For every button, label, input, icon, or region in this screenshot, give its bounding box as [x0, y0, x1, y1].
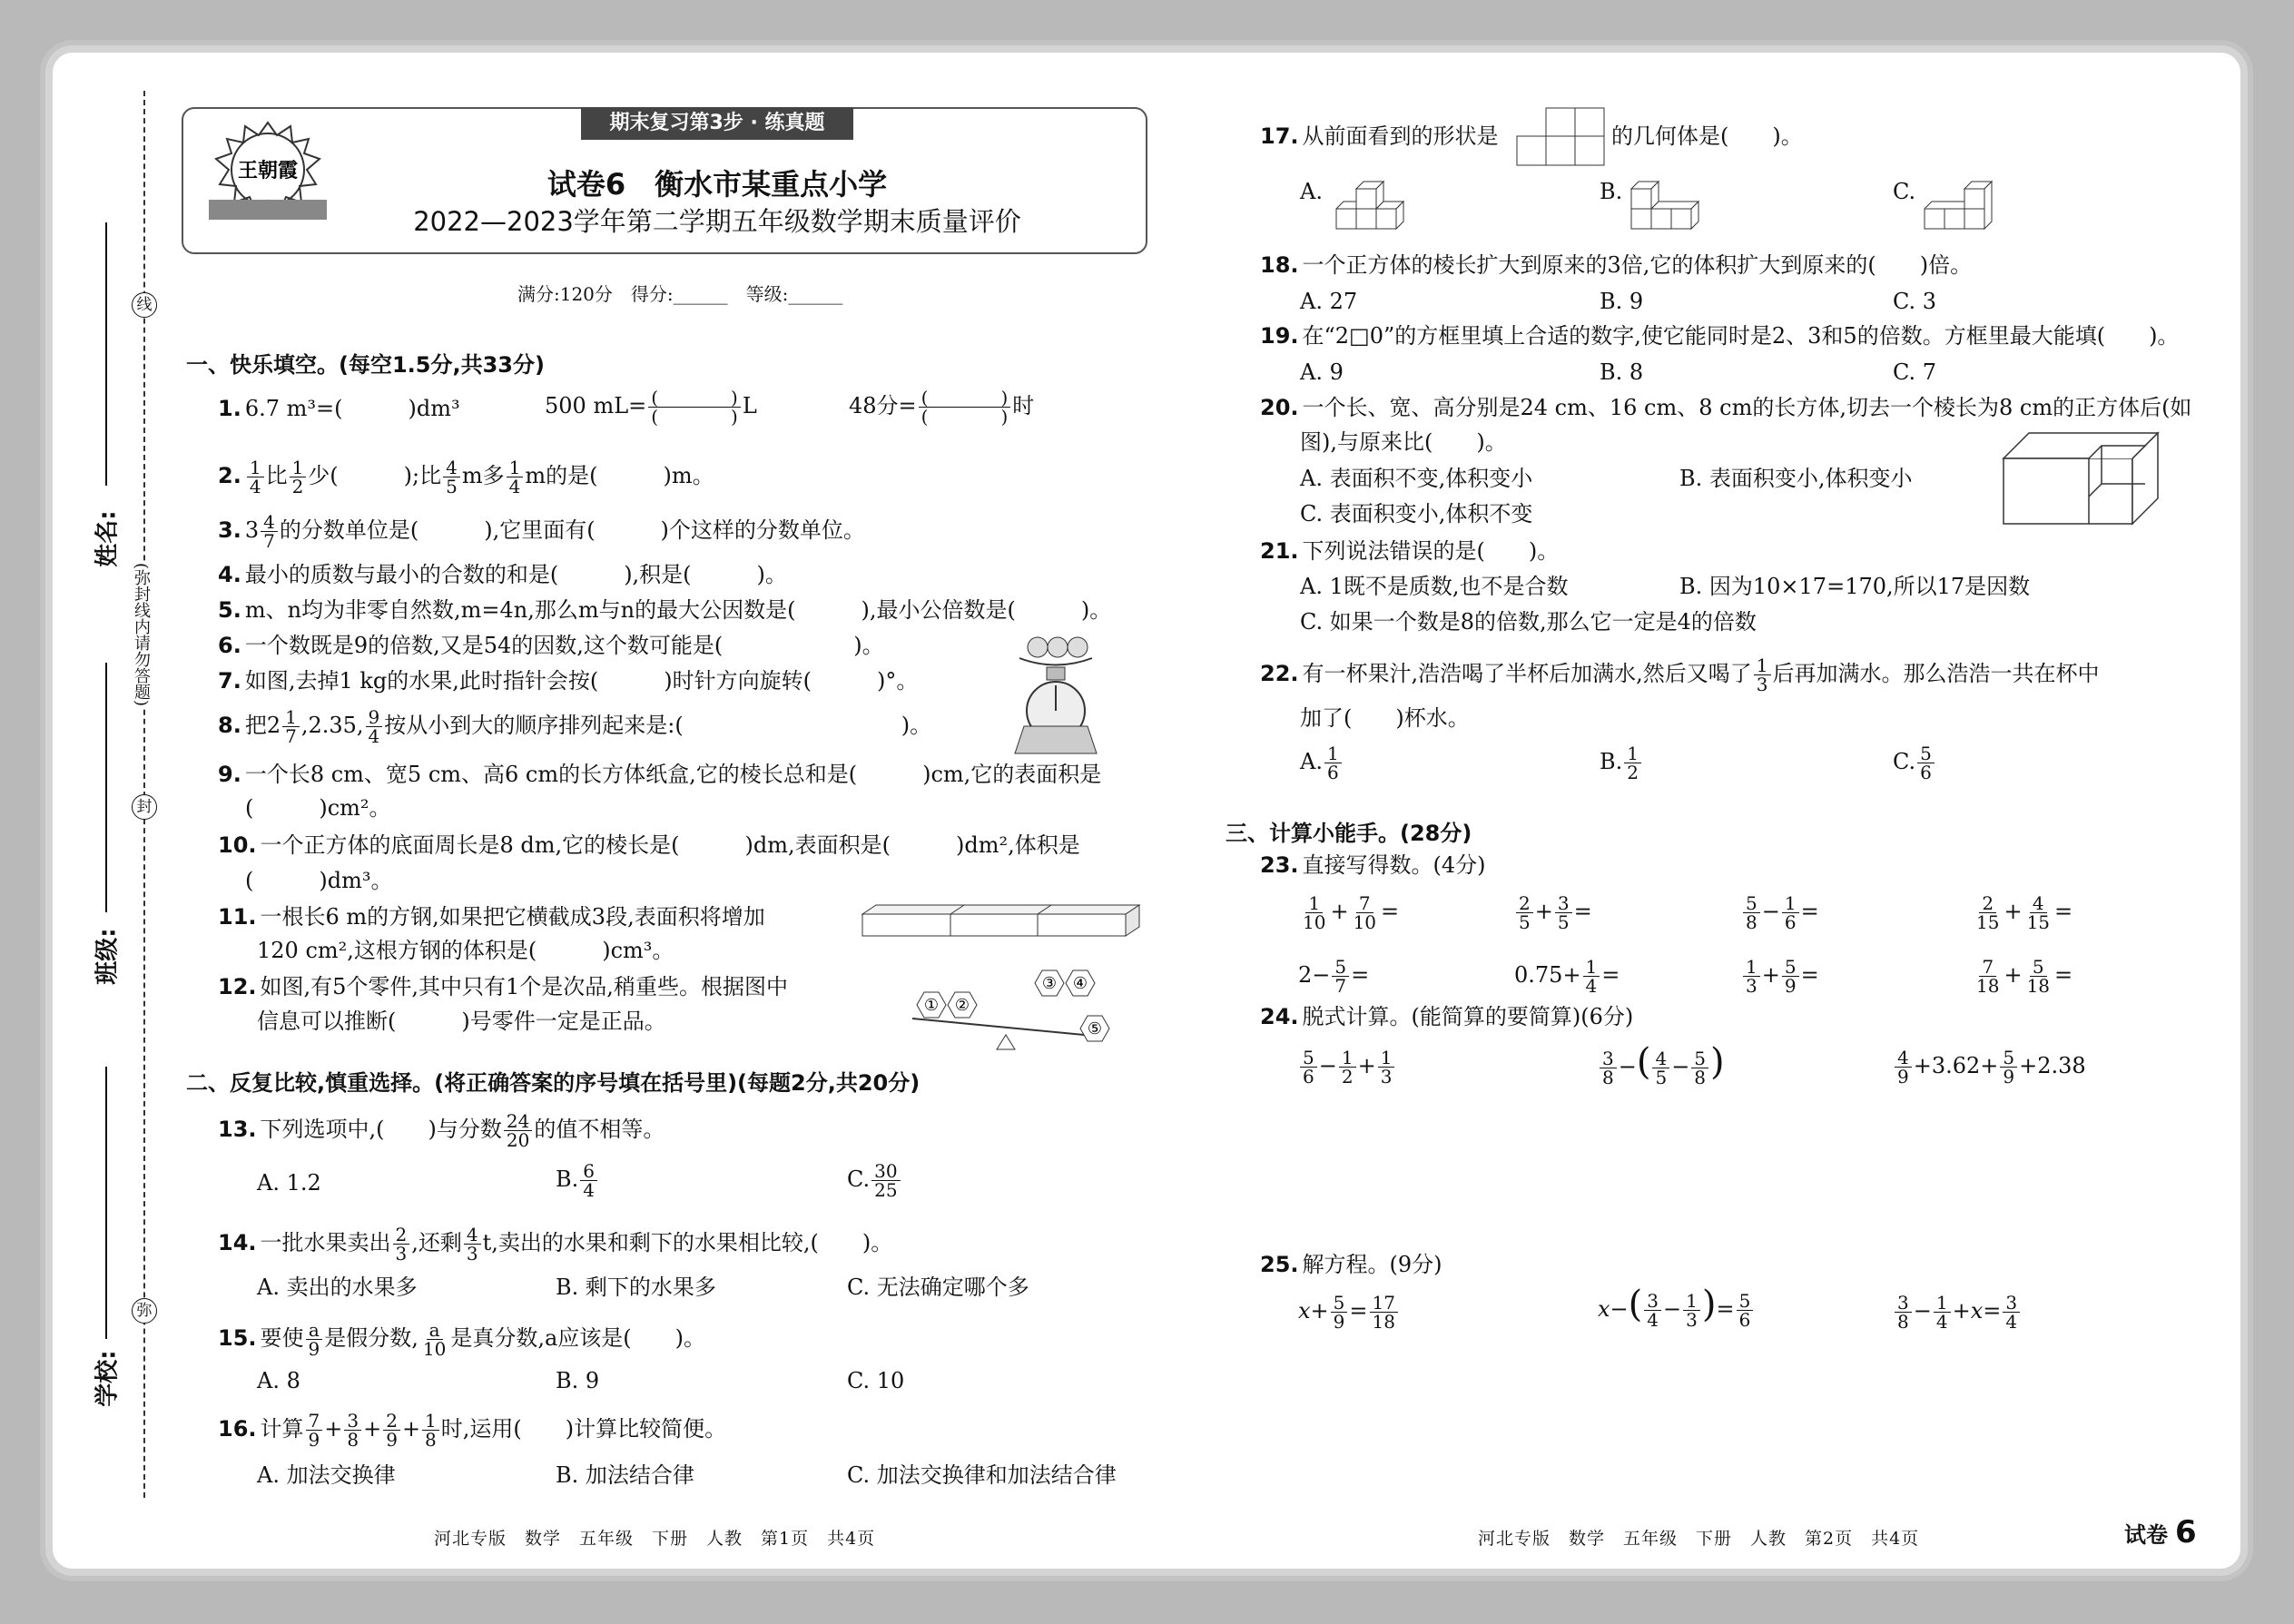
q20-option-b[interactable]: B. 表面积变小,体积变小 — [1679, 466, 1913, 491]
xian-mark: 线 — [132, 292, 157, 318]
calc-23-8: $\frac{7}{18}$ + $\frac{5}{18}$ = — [1976, 956, 2073, 997]
calc-23-1: $\frac{1}{10}$ + $\frac{7}{10}$ = — [1303, 892, 1400, 933]
question-14: 14. 一批水果卖出 $\frac{2}{3}$ ,还剩 $\frac{4}{3}$ t,卖出的水果和剩下的水果相比较,( )。 — [218, 1224, 893, 1265]
q22-option-b[interactable]: B. $\frac{1}{2}$ — [1600, 744, 1643, 782]
question-12b: 信息可以推断( )号零件一定是正品。 — [257, 1009, 666, 1034]
steel-bar-illustration — [862, 903, 1144, 940]
exam-title: 试卷6 衡水市某重点小学 — [546, 167, 888, 202]
exam-subtitle: 2022—2023学年第二学期五年级数学期末质量评价 — [413, 206, 1021, 237]
q16-option-a[interactable]: A. 加法交换律 — [257, 1462, 396, 1488]
question-11: 11. 一根长6 m的方钢,如果把它横截成3段,表面积将增加 — [218, 904, 765, 930]
q21-option-c[interactable]: C. 如果一个数是8的倍数,那么它一定是4的倍数 — [1300, 609, 1757, 635]
question-20b: 图),与原来比( )。 — [1300, 429, 1507, 455]
class-label: 班级: — [94, 928, 122, 985]
q17-option-c[interactable]: C. — [1893, 179, 1916, 204]
cut-cuboid-illustration — [2002, 431, 2165, 527]
binding-note: (弥封线内请勿答题) — [127, 563, 151, 706]
question-25: 25. 解方程。(9分) — [1260, 1252, 1442, 1277]
question-1c: 48分= $\frac{( )}{( )}$ 时 — [849, 387, 1035, 428]
q19-option-b[interactable]: B. 8 — [1600, 359, 1644, 385]
section-1-title: 一、快乐填空。(每空1.5分,共33分) — [186, 352, 545, 378]
question-5: 5. m、n均为非零自然数,m=4n,那么m与n的最大公因数是( ),最小公倍数是( )。 — [218, 597, 1112, 623]
q21-option-b[interactable]: B. 因为10×17=170,所以17是因数 — [1679, 574, 2031, 599]
question-17-post: 的几何体是( )。 — [1611, 123, 1803, 149]
calc-23-3: $\frac{5}{8}$ − $\frac{1}{6}$ = — [1741, 894, 1819, 931]
paper-number: 6 — [2175, 1514, 2197, 1550]
q13-option-b[interactable]: B. $\frac{6}{4}$ — [556, 1162, 599, 1199]
calc-24-3: $\frac{4}{9}$ +3.62+ $\frac{5}{9}$ +2.38 — [1893, 1048, 2086, 1086]
q14-option-a[interactable]: A. 卖出的水果多 — [257, 1275, 418, 1300]
q15-option-b[interactable]: B. 9 — [556, 1368, 600, 1393]
name-label: 姓名: — [94, 510, 122, 567]
part-3: ③ — [1041, 974, 1058, 993]
q14-option-c[interactable]: C. 无法确定哪个多 — [847, 1275, 1029, 1300]
question-2: 2. $\frac{1}{4}$ 比 $\frac{1}{2}$ 少( );比 $\frac{4}{5}$ m多 $\frac{1}{4}$ m的是( )m。 — [218, 457, 714, 497]
q18-option-b[interactable]: B. 9 — [1600, 289, 1644, 314]
calc-23-4: $\frac{2}{15}$ + $\frac{4}{15}$ = — [1976, 892, 2073, 933]
q19-option-c[interactable]: C. 7 — [1893, 359, 1937, 385]
name-line — [105, 222, 107, 486]
school-line — [105, 1067, 107, 1339]
footer-left: 河北专版 数学 五年级 下册 人教 第1页 共4页 — [434, 1529, 876, 1549]
q17-option-c-cubes — [1923, 180, 2004, 236]
question-3: 3. 3 $\frac{4}{7}$ 的分数单位是( ),它里面有( )个这样的分数单位。 — [218, 511, 865, 552]
school-label: 学校: — [94, 1350, 122, 1407]
fruit-scale-illustration — [1006, 631, 1106, 758]
q21-option-a[interactable]: A. 1既不是质数,也不是合数 — [1300, 574, 1569, 599]
calc-24-2: $\frac{3}{8}$ −( $\frac{4}{5}$ − $\frac{5}{8}$ ) — [1598, 1048, 1725, 1087]
question-24: 24. 脱式计算。(能简算的要简算)(6分) — [1260, 1004, 1634, 1029]
q22-option-a[interactable]: A. $\frac{1}{6}$ — [1300, 744, 1344, 782]
q13-option-c[interactable]: C. $\frac{30}{25}$ — [847, 1162, 902, 1199]
q18-option-a[interactable]: A. 27 — [1300, 289, 1358, 314]
logo-text: 王朝霞 — [237, 159, 299, 182]
question-10b: ( )dm³。 — [245, 868, 393, 893]
question-18: 18. 一个正方体的棱长扩大到原来的3倍,它的体积扩大到原来的( )倍。 — [1260, 252, 1973, 278]
q15-option-a[interactable]: A. 8 — [257, 1368, 300, 1393]
q16-option-c[interactable]: C. 加法交换律和加法结合律 — [847, 1462, 1117, 1488]
section-3-title: 三、计算小能手。(28分) — [1226, 821, 1472, 846]
q18-option-c[interactable]: C. 3 — [1893, 289, 1937, 314]
question-1: 1. 6.7 m³=( )dm³ — [218, 396, 460, 421]
q17-option-a[interactable]: A. — [1300, 179, 1323, 204]
question-12: 12. 如图,有5个零件,其中只有1个是次品,稍重些。根据图中 — [218, 974, 788, 999]
feng-mark: 封 — [132, 794, 157, 820]
q19-option-a[interactable]: A. 9 — [1300, 359, 1344, 385]
question-11b: 120 cm²,这根方钢的体积是( )cm³。 — [257, 938, 674, 963]
q17-option-a-cubes — [1334, 180, 1416, 236]
paper-label: 试卷 6 — [2124, 1514, 2197, 1550]
equation-25-1: x+ $\frac{5}{9}$ = $\frac{17}{18}$ — [1298, 1294, 1400, 1331]
question-13: 13. 下列选项中,( )与分数 $\frac{24}{20}$ 的值不相等。 — [218, 1110, 665, 1151]
q20-option-c[interactable]: C. 表面积变小,体积不变 — [1300, 501, 1533, 527]
calc-23-5: 2− $\frac{5}{7}$ = — [1298, 956, 1370, 997]
equation-25-3: $\frac{3}{8}$ − $\frac{1}{4}$ +x= $\frac{3}{4}$ — [1893, 1294, 2022, 1331]
calc-23-6: 0.75+ $\frac{1}{4}$ = — [1514, 956, 1620, 997]
mi-mark: 弥 — [132, 1298, 157, 1324]
class-line — [105, 663, 107, 912]
q22-option-c[interactable]: C. $\frac{5}{6}$ — [1893, 744, 1936, 782]
front-view-shape — [1516, 107, 1607, 167]
calc-23-7: $\frac{1}{3}$ + $\frac{5}{9}$ = — [1741, 958, 1819, 995]
q16-option-b[interactable]: B. 加法结合律 — [556, 1462, 694, 1488]
q13-option-a[interactable]: A. 1.2 — [257, 1170, 321, 1196]
question-7: 7. 如图,去掉1 kg的水果,此时指针会按( )时针方向旋转( )°。 — [218, 668, 919, 694]
question-1b: 500 mL= $\frac{( )}{( )}$ L — [545, 387, 757, 428]
calc-23-2: $\frac{2}{5}$ + $\frac{3}{5}$ = — [1514, 894, 1592, 931]
question-19: 19. 在“2□0”的方框里填上合适的数字,使它能同时是2、3和5的倍数。方框里最大能填( )。 — [1260, 323, 2180, 349]
q20-option-a[interactable]: A. 表面积不变,体积变小 — [1300, 466, 1533, 491]
question-8: 8. 把2 $\frac{1}{7}$ ,2.35, $\frac{9}{4}$ 按从小到大的顺序排列起来是:( )。 — [218, 706, 932, 747]
question-20: 20. 一个长、宽、高分别是24 cm、16 cm、8 cm的长方体,切去一个棱长为8 cm的正方体后(如 — [1260, 395, 2192, 420]
q17-option-b[interactable]: B. — [1600, 179, 1623, 204]
question-9b: ( )cm²。 — [245, 795, 391, 821]
question-22b: 加了( )杯水。 — [1300, 705, 1470, 731]
q15-option-c[interactable]: C. 10 — [847, 1368, 905, 1393]
equation-25-2: x−( $\frac{3}{4}$ − $\frac{1}{3}$ )= $\frac{5}{6}$ — [1598, 1291, 1755, 1329]
balance-parts-illustration — [899, 962, 1126, 1058]
section-2-title: 二、反复比较,慎重选择。(将正确答案的序号填在括号里)(每题2分,共20分) — [186, 1070, 921, 1096]
calc-24-1: $\frac{5}{6}$ − $\frac{1}{2}$ + $\frac{1}{3}$ — [1298, 1048, 1396, 1086]
question-16: 16. 计算 $\frac{7}{9}$ + $\frac{3}{8}$ + $\frac{2}{9}$ + $\frac{1}{8}$ 时,运用( )计算比较简便。 — [218, 1410, 727, 1451]
question-4: 4. 最小的质数与最小的合数的和是( ),积是( )。 — [218, 562, 787, 587]
question-15: 15. 要使 $\frac{a}{9}$ 是假分数, $\frac{a}{10}$ 是真分数,a应该是( )。 — [218, 1319, 706, 1360]
question-22: 22. 有一杯果汁,浩浩喝了半杯后加满水,然后又喝了 $\frac{1}{3}$ 后再加满水。那么浩浩一共在杯中 — [1260, 655, 2100, 695]
part-5: ⑤ — [1087, 1019, 1103, 1038]
q14-option-b[interactable]: B. 剩下的水果多 — [556, 1275, 716, 1300]
logo — [200, 113, 336, 241]
part-2: ② — [954, 996, 970, 1015]
question-10: 10. 一个正方体的底面周长是8 dm,它的棱长是( )dm,表面积是( )dm²,体积是 — [218, 832, 1080, 858]
part-4: ④ — [1072, 974, 1088, 993]
question-9: 9. 一个长8 cm、宽5 cm、高6 cm的长方体纸盒,它的棱长总和是( )cm,它的表面积是 — [218, 762, 1102, 787]
score-line: 满分:120分 得分:______ 等级:______ — [517, 283, 843, 305]
q17-option-b-cubes — [1629, 180, 1711, 236]
header-banner: 期末复习第3步 · 练真题 — [581, 107, 853, 140]
question-23: 23. 直接写得数。(4分) — [1260, 852, 1486, 878]
question-21: 21. 下列说法错误的是( )。 — [1260, 538, 1560, 564]
question-6: 6. 一个数既是9的倍数,又是54的因数,这个数可能是( )。 — [218, 633, 884, 658]
part-1: ① — [923, 996, 940, 1015]
footer-right: 河北专版 数学 五年级 下册 人教 第2页 共4页 — [1478, 1529, 1920, 1549]
question-17: 17. 从前面看到的形状是 — [1260, 123, 1499, 149]
